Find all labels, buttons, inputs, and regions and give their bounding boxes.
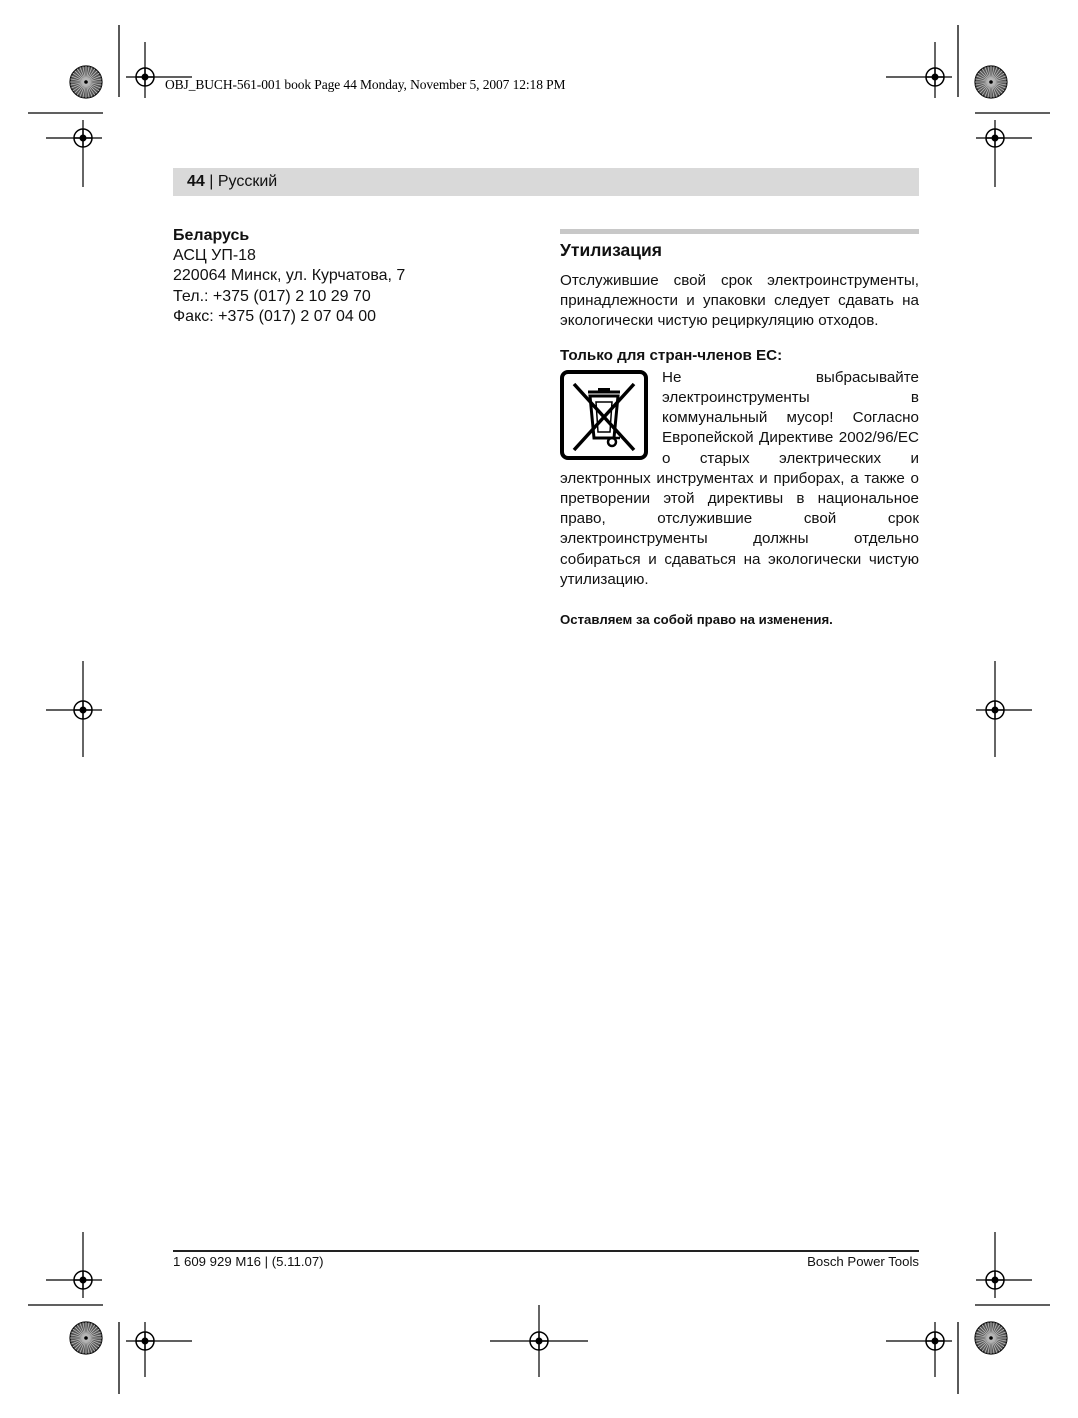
contact-line: Тел.: +375 (017) 2 10 29 70 xyxy=(173,287,371,305)
page-number: 44 xyxy=(187,173,205,190)
header-language: Русский xyxy=(217,173,278,190)
disposal-section xyxy=(560,229,919,630)
section-rule xyxy=(560,229,919,234)
eu-heading: Только для стран-членов ЕС: xyxy=(560,346,783,364)
footer-code: 1 609 929 M16 | (5.11.07) xyxy=(173,1254,324,1269)
contact-line: АСЦ УП-18 xyxy=(173,247,256,265)
belarus-heading: Беларусь xyxy=(173,227,250,244)
eu-text: Не выбрасывайте электроинструменты в коммунальный мусор! Согласно Европейской Директиве 2002/96/ЕС о старых электрических и электронных инструментах и приборах, а также о претворении этой директивы в национальное право, отслужившие свой срок электроинструменты должны отдельно собираться и сдаваться на экологически чистую утилизацию. xyxy=(560,368,919,588)
disposal-paragraph: Отслужившие свой срок электроинструменты, принадлежности и упаковки следует сдавать на экологически чистую рециркуляцию отходов. xyxy=(560,272,919,330)
header-separator: | xyxy=(204,173,218,190)
crossed-out-wheelie-bin-icon xyxy=(560,370,648,460)
eu-block xyxy=(560,368,919,590)
page-header xyxy=(173,168,919,196)
belarus-contact xyxy=(173,226,533,327)
changes-note: Оставляем за собой право на изменения. xyxy=(560,612,833,628)
contact-line: Факс: +375 (017) 2 07 04 00 xyxy=(173,307,377,325)
contact-line: 220064 Минск, ул. Курчатова, 7 xyxy=(173,267,406,285)
disposal-title: Утилизация xyxy=(560,240,663,260)
print-slug: OBJ_BUCH-561-001 book Page 44 Monday, November 5, 2007 12:18 PM xyxy=(165,77,566,92)
footer-rule xyxy=(173,1250,919,1252)
footer-brand: Bosch Power Tools xyxy=(807,1254,919,1269)
